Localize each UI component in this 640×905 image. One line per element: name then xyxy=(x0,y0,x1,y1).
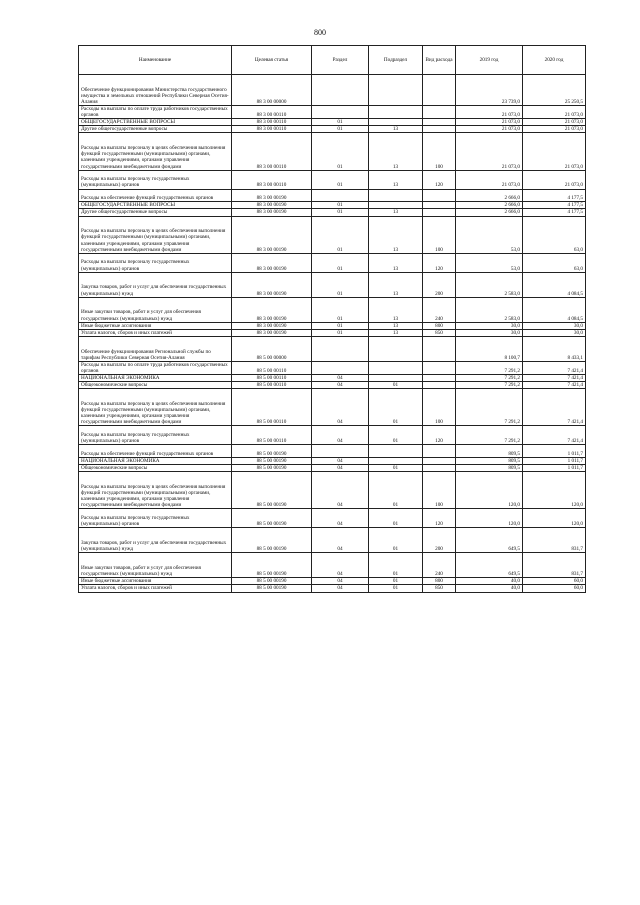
header-expense-type: Вид расхода xyxy=(423,46,456,75)
table-row xyxy=(79,170,586,189)
row-value-2019: 809,5 xyxy=(456,458,523,465)
row-subsection xyxy=(369,106,423,119)
table-row xyxy=(79,445,586,458)
row-name: Общеэкономические вопросы xyxy=(79,465,232,472)
row-subsection: 01 xyxy=(369,389,423,426)
row-subsection xyxy=(369,75,423,106)
table-row xyxy=(79,297,586,322)
row-subsection xyxy=(369,119,423,126)
row-expense-type xyxy=(423,336,456,361)
row-value-2020: 21 073,0 xyxy=(523,133,586,170)
table-row xyxy=(79,374,586,381)
row-section xyxy=(312,336,369,361)
row-target-code: 88 3 00 00190 xyxy=(232,322,312,329)
row-value-2019: 2 666,0 xyxy=(456,209,523,216)
table-row xyxy=(79,458,586,465)
row-target-code: 88 5 00 00190 xyxy=(232,578,312,585)
table-row xyxy=(79,253,586,272)
row-expense-type: 850 xyxy=(423,329,456,336)
row-section xyxy=(312,189,369,202)
row-section: 04 xyxy=(312,585,369,592)
row-value-2020: 60,0 xyxy=(523,585,586,592)
row-subsection: 01 xyxy=(369,553,423,578)
row-section: 01 xyxy=(312,133,369,170)
row-expense-type xyxy=(423,119,456,126)
row-expense-type: 800 xyxy=(423,578,456,585)
row-value-2019: 21 073,0 xyxy=(456,170,523,189)
row-name: Закупка товаров, работ и услуг для обеспечения государственных (муниципальных) нужд xyxy=(79,272,232,297)
row-value-2020: 4 177,5 xyxy=(523,189,586,202)
row-value-2019: 53,0 xyxy=(456,216,523,253)
row-subsection xyxy=(369,458,423,465)
row-value-2020: 7 421,4 xyxy=(523,361,586,374)
row-value-2020: 831,7 xyxy=(523,528,586,553)
table-row xyxy=(79,75,586,106)
row-target-code: 88 3 00 00000 xyxy=(232,75,312,106)
table-row xyxy=(79,553,586,578)
table-row xyxy=(79,106,586,119)
row-value-2019: 30,0 xyxy=(456,322,523,329)
row-subsection: 01 xyxy=(369,426,423,445)
row-value-2019: 649,5 xyxy=(456,553,523,578)
row-value-2020: 4 084,5 xyxy=(523,297,586,322)
row-value-2020: 4 084,5 xyxy=(523,272,586,297)
row-value-2019: 21 073,0 xyxy=(456,106,523,119)
row-value-2020: 4 177,5 xyxy=(523,202,586,209)
table-row xyxy=(79,202,586,209)
row-target-code: 88 3 00 00190 xyxy=(232,329,312,336)
row-value-2020: 63,0 xyxy=(523,216,586,253)
row-value-2019: 40,0 xyxy=(456,578,523,585)
row-expense-type xyxy=(423,361,456,374)
row-section: 01 xyxy=(312,209,369,216)
row-section: 04 xyxy=(312,374,369,381)
row-subsection xyxy=(369,189,423,202)
row-target-code: 88 5 00 00190 xyxy=(232,509,312,528)
row-name: Расходы на выплаты по оплате труда работников государственных органов xyxy=(79,106,232,119)
row-name: Иные закупки товаров, работ и услуг для обеспечения государственных (муниципальных) нужд xyxy=(79,553,232,578)
row-value-2020: 4 177,5 xyxy=(523,209,586,216)
row-subsection: 01 xyxy=(369,472,423,509)
row-target-code: 88 3 00 00110 xyxy=(232,106,312,119)
table-row xyxy=(79,322,586,329)
row-target-code: 88 5 00 00190 xyxy=(232,528,312,553)
row-value-2020: 1 011,7 xyxy=(523,458,586,465)
table-row xyxy=(79,361,586,374)
header-section: Раздел xyxy=(312,46,369,75)
row-expense-type: 800 xyxy=(423,322,456,329)
row-section xyxy=(312,75,369,106)
row-value-2019: 21 073,0 xyxy=(456,119,523,126)
row-target-code: 88 5 00 00000 xyxy=(232,336,312,361)
row-target-code: 88 3 00 00110 xyxy=(232,126,312,133)
row-expense-type: 120 xyxy=(423,253,456,272)
row-value-2019: 23 739,0 xyxy=(456,75,523,106)
table-row xyxy=(79,216,586,253)
row-value-2020: 7 421,4 xyxy=(523,389,586,426)
row-subsection: 01 xyxy=(369,509,423,528)
row-value-2020: 30,0 xyxy=(523,322,586,329)
row-value-2020: 21 073,0 xyxy=(523,170,586,189)
table-row xyxy=(79,382,586,389)
table-row xyxy=(79,465,586,472)
row-target-code: 88 3 00 00190 xyxy=(232,216,312,253)
page-number: 800 xyxy=(314,28,326,37)
row-section: 04 xyxy=(312,465,369,472)
row-name: ОБЩЕГОСУДАРСТВЕННЫЕ ВОПРОСЫ xyxy=(79,119,232,126)
table-row xyxy=(79,426,586,445)
row-subsection: 13 xyxy=(369,297,423,322)
row-value-2019: 7 291,2 xyxy=(456,361,523,374)
row-expense-type: 850 xyxy=(423,585,456,592)
row-expense-type xyxy=(423,382,456,389)
row-section: 01 xyxy=(312,170,369,189)
table-row xyxy=(79,119,586,126)
row-value-2019: 40,0 xyxy=(456,585,523,592)
row-expense-type: 120 xyxy=(423,426,456,445)
row-name: Обеспечение функционирования Министерства государственного имущества и земельных отношений Республики Северная Осетия-Алания xyxy=(79,75,232,106)
row-section xyxy=(312,106,369,119)
row-value-2019: 7 291,2 xyxy=(456,374,523,381)
row-section: 01 xyxy=(312,202,369,209)
row-section: 04 xyxy=(312,382,369,389)
row-expense-type xyxy=(423,209,456,216)
row-name: Иные бюджетные ассигнования xyxy=(79,322,232,329)
row-value-2019: 2 583,0 xyxy=(456,272,523,297)
row-target-code: 88 5 00 00110 xyxy=(232,382,312,389)
row-expense-type xyxy=(423,75,456,106)
row-value-2020: 60,0 xyxy=(523,578,586,585)
row-section: 04 xyxy=(312,458,369,465)
row-expense-type xyxy=(423,465,456,472)
row-name: Расходы на выплаты персоналу государственных (муниципальных) органов xyxy=(79,426,232,445)
row-section: 04 xyxy=(312,472,369,509)
row-section: 01 xyxy=(312,119,369,126)
row-value-2019: 809,5 xyxy=(456,465,523,472)
row-name: Расходы на выплаты персоналу в целях обеспечения выполнения функций государственными (муниципальными) органами, казенными учреждениями, органами управления государственными внебюджетными фондами xyxy=(79,216,232,253)
row-section: 01 xyxy=(312,297,369,322)
table-row xyxy=(79,272,586,297)
row-value-2020: 8 433,1 xyxy=(523,336,586,361)
row-expense-type xyxy=(423,189,456,202)
row-expense-type: 100 xyxy=(423,389,456,426)
row-subsection: 13 xyxy=(369,329,423,336)
row-name: Общеэкономические вопросы xyxy=(79,382,232,389)
row-target-code: 88 5 00 00190 xyxy=(232,458,312,465)
row-name: ОБЩЕГОСУДАРСТВЕННЫЕ ВОПРОСЫ xyxy=(79,202,232,209)
header-subsection: Подраздел xyxy=(369,46,423,75)
row-subsection: 13 xyxy=(369,133,423,170)
table-row xyxy=(79,209,586,216)
row-section: 01 xyxy=(312,322,369,329)
row-value-2019: 21 073,0 xyxy=(456,126,523,133)
row-name: Расходы на выплаты персоналу государственных (муниципальных) органов xyxy=(79,170,232,189)
table-row xyxy=(79,336,586,361)
row-section: 04 xyxy=(312,528,369,553)
row-expense-type: 120 xyxy=(423,170,456,189)
table-row xyxy=(79,585,586,592)
row-section xyxy=(312,445,369,458)
row-section: 04 xyxy=(312,578,369,585)
header-target-article: Целевая статья xyxy=(232,46,312,75)
row-subsection: 13 xyxy=(369,253,423,272)
row-name: Другие общегосударственные вопросы xyxy=(79,126,232,133)
table-row xyxy=(79,126,586,133)
table-row xyxy=(79,509,586,528)
row-value-2020: 831,7 xyxy=(523,553,586,578)
row-name: Расходы на обеспечение функций государственных органов xyxy=(79,189,232,202)
table-row xyxy=(79,578,586,585)
row-expense-type: 200 xyxy=(423,272,456,297)
row-name: Расходы на обеспечение функций государственных органов xyxy=(79,445,232,458)
row-expense-type xyxy=(423,126,456,133)
row-value-2020: 21 073,0 xyxy=(523,119,586,126)
row-subsection: 13 xyxy=(369,170,423,189)
row-value-2019: 7 291,2 xyxy=(456,382,523,389)
row-value-2019: 8 100,7 xyxy=(456,336,523,361)
row-value-2019: 2 666,0 xyxy=(456,189,523,202)
row-name: Расходы на выплаты персоналу государственных (муниципальных) органов xyxy=(79,509,232,528)
row-expense-type xyxy=(423,458,456,465)
table-row xyxy=(79,133,586,170)
row-name: Закупка товаров, работ и услуг для обеспечения государственных (муниципальных) нужд xyxy=(79,528,232,553)
row-expense-type: 120 xyxy=(423,509,456,528)
row-subsection: 13 xyxy=(369,216,423,253)
row-subsection: 01 xyxy=(369,578,423,585)
row-value-2019: 809,5 xyxy=(456,445,523,458)
row-target-code: 88 5 00 00110 xyxy=(232,426,312,445)
row-subsection: 13 xyxy=(369,272,423,297)
row-subsection: 13 xyxy=(369,322,423,329)
table-row xyxy=(79,329,586,336)
row-target-code: 88 3 00 00110 xyxy=(232,170,312,189)
row-expense-type xyxy=(423,445,456,458)
row-value-2019: 649,5 xyxy=(456,528,523,553)
row-section xyxy=(312,361,369,374)
row-target-code: 88 5 00 00110 xyxy=(232,361,312,374)
row-target-code: 88 3 00 00190 xyxy=(232,297,312,322)
row-name: Иные закупки товаров, работ и услуг для обеспечения государственных (муниципальных) нужд xyxy=(79,297,232,322)
row-name: Уплата налогов, сборов и иных платежей xyxy=(79,329,232,336)
row-target-code: 88 3 00 00190 xyxy=(232,253,312,272)
row-section: 01 xyxy=(312,329,369,336)
row-value-2020: 30,0 xyxy=(523,329,586,336)
row-value-2019: 53,0 xyxy=(456,253,523,272)
row-subsection xyxy=(369,374,423,381)
row-value-2020: 7 421,4 xyxy=(523,374,586,381)
row-subsection xyxy=(369,445,423,458)
row-value-2019: 7 291,2 xyxy=(456,426,523,445)
row-expense-type: 240 xyxy=(423,553,456,578)
row-value-2019: 2 666,0 xyxy=(456,202,523,209)
row-name: Расходы на выплаты персоналу государственных (муниципальных) органов xyxy=(79,253,232,272)
row-value-2020: 1 011,7 xyxy=(523,445,586,458)
row-value-2020: 120,0 xyxy=(523,472,586,509)
row-value-2020: 63,0 xyxy=(523,253,586,272)
row-name: Другие общегосударственные вопросы xyxy=(79,209,232,216)
row-target-code: 88 5 00 00190 xyxy=(232,472,312,509)
row-value-2019: 21 073,0 xyxy=(456,133,523,170)
row-name: Обеспечение функционирования Региональной службы по тарифам Республики Северная Осетия-Алания xyxy=(79,336,232,361)
row-name: Расходы на выплаты по оплате труда работников государственных органов xyxy=(79,361,232,374)
table-row xyxy=(79,472,586,509)
row-expense-type xyxy=(423,374,456,381)
row-subsection: 01 xyxy=(369,382,423,389)
row-value-2020: 7 421,4 xyxy=(523,426,586,445)
header-year-2019: 2019 год xyxy=(456,46,523,75)
row-target-code: 88 5 00 00190 xyxy=(232,445,312,458)
row-name: Уплата налогов, сборов и иных платежей xyxy=(79,585,232,592)
row-value-2020: 120,0 xyxy=(523,509,586,528)
row-value-2020: 7 421,4 xyxy=(523,382,586,389)
row-value-2020: 21 073,0 xyxy=(523,106,586,119)
row-name: Расходы на выплаты персоналу в целях обеспечения выполнения функций государственными (муниципальными) органами, казенными учреждениями, органами управления государственными внебюджетными фондами xyxy=(79,389,232,426)
row-target-code: 88 3 00 00190 xyxy=(232,202,312,209)
row-expense-type: 200 xyxy=(423,528,456,553)
row-name: Расходы на выплаты персоналу в целях обеспечения выполнения функций государственными (муниципальными) органами, казенными учреждениями, органами управления государственными внебюджетными фондами xyxy=(79,472,232,509)
row-expense-type: 240 xyxy=(423,297,456,322)
row-expense-type: 100 xyxy=(423,472,456,509)
header-year-2020: 2020 год xyxy=(523,46,586,75)
row-target-code: 88 5 00 00110 xyxy=(232,389,312,426)
row-name: НАЦИОНАЛЬНАЯ ЭКОНОМИКА xyxy=(79,374,232,381)
row-target-code: 88 5 00 00110 xyxy=(232,374,312,381)
row-subsection xyxy=(369,202,423,209)
row-value-2019: 30,0 xyxy=(456,329,523,336)
row-value-2020: 21 073,0 xyxy=(523,126,586,133)
budget-table xyxy=(78,45,586,593)
row-name: НАЦИОНАЛЬНАЯ ЭКОНОМИКА xyxy=(79,458,232,465)
row-subsection: 01 xyxy=(369,528,423,553)
row-value-2020: 25 250,5 xyxy=(523,75,586,106)
row-subsection: 13 xyxy=(369,126,423,133)
row-target-code: 88 5 00 00190 xyxy=(232,465,312,472)
row-section: 01 xyxy=(312,216,369,253)
row-target-code: 88 3 00 00110 xyxy=(232,119,312,126)
row-expense-type: 100 xyxy=(423,133,456,170)
row-value-2019: 120,0 xyxy=(456,509,523,528)
header-name: Наименование xyxy=(79,46,232,75)
row-section: 04 xyxy=(312,389,369,426)
row-section: 01 xyxy=(312,126,369,133)
row-target-code: 88 3 00 00190 xyxy=(232,189,312,202)
row-value-2019: 120,0 xyxy=(456,472,523,509)
row-expense-type xyxy=(423,202,456,209)
row-section: 01 xyxy=(312,253,369,272)
row-expense-type: 100 xyxy=(423,216,456,253)
row-subsection: 01 xyxy=(369,585,423,592)
row-target-code: 88 5 00 00190 xyxy=(232,585,312,592)
row-subsection: 13 xyxy=(369,209,423,216)
row-value-2020: 1 011,7 xyxy=(523,465,586,472)
row-section: 04 xyxy=(312,509,369,528)
row-name: Расходы на выплаты персоналу в целях обеспечения выполнения функций государственными (муниципальными) органами, казенными учреждениями, органами управления государственными внебюджетными фондами xyxy=(79,133,232,170)
row-subsection: 01 xyxy=(369,465,423,472)
row-target-code: 88 3 00 00190 xyxy=(232,209,312,216)
row-subsection xyxy=(369,336,423,361)
row-name: Иные бюджетные ассигнования xyxy=(79,578,232,585)
table-row xyxy=(79,189,586,202)
table-row xyxy=(79,389,586,426)
row-value-2019: 2 583,0 xyxy=(456,297,523,322)
row-value-2019: 7 291,2 xyxy=(456,389,523,426)
row-target-code: 88 3 00 00190 xyxy=(232,272,312,297)
table-header-row xyxy=(79,46,586,75)
row-section: 04 xyxy=(312,426,369,445)
row-expense-type xyxy=(423,106,456,119)
row-subsection xyxy=(369,361,423,374)
table-row xyxy=(79,528,586,553)
row-target-code: 88 3 00 00110 xyxy=(232,133,312,170)
row-target-code: 88 5 00 00190 xyxy=(232,553,312,578)
row-section: 04 xyxy=(312,553,369,578)
row-section: 01 xyxy=(312,272,369,297)
